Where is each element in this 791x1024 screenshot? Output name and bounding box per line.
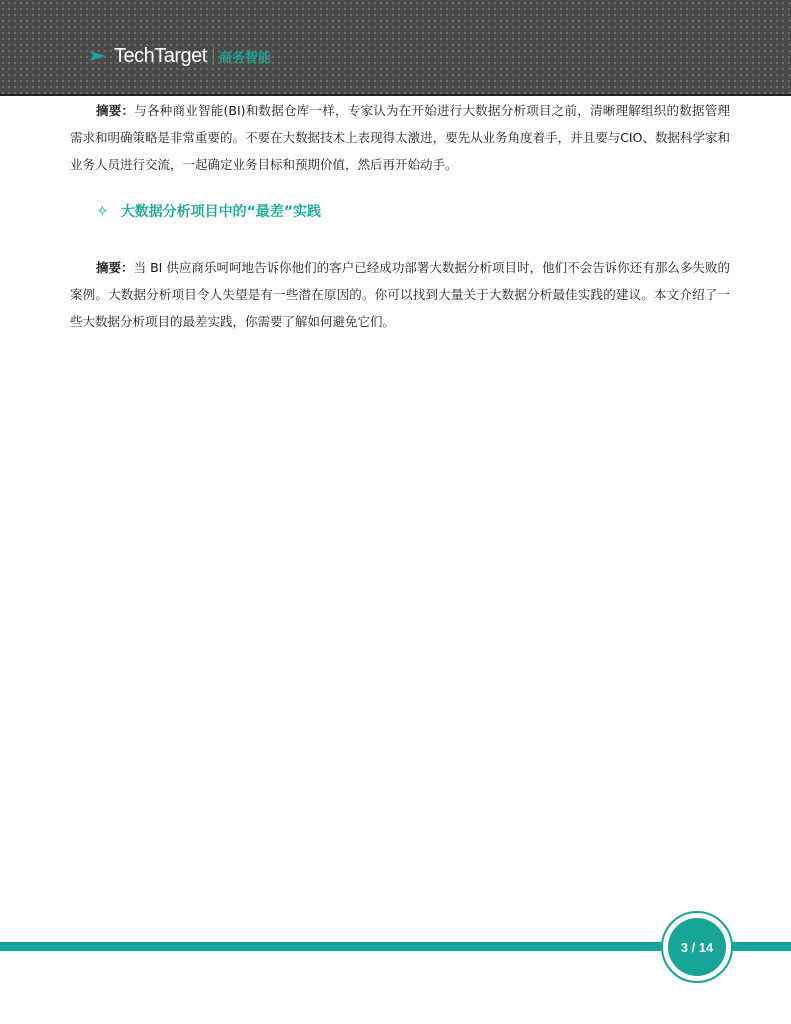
summary-paragraph-1 [70, 97, 730, 178]
sub-brand-name: 商务智能 [218, 50, 271, 66]
chevron-arrow-icon [88, 48, 108, 64]
page-header [0, 0, 791, 96]
section-heading-title: 大数据分析项目中的“最差”实践 [120, 204, 321, 220]
summary-paragraph-2 [70, 254, 730, 335]
sparkle-bullet-icon: ✧ [96, 202, 109, 220]
summary-label: 摘要： [96, 260, 134, 275]
brand-name: TechTarget [114, 44, 207, 67]
section-heading [96, 201, 321, 221]
summary-text: 与各种商业智能(BI)和数据仓库一样，专家认为在开始进行大数据分析项目之前，清晰理解组织的数据管理需求和明确策略是非常重要的。不要在大数据技术上表现得太激进，要先从业务角度着手，并且要与CIO、数据科学家和业务人员进行交流，一起确定业务目标和预期价值，然后再开始动手。 [70, 103, 730, 172]
page-number: 3 / 14 [668, 918, 726, 976]
logo-divider [213, 47, 214, 65]
techtarget-logo [88, 42, 271, 70]
summary-text: 当 BI 供应商乐呵呵地告诉你他们的客户已经成功部署大数据分析项目时，他们不会告诉你还有那么多失败的案例。大数据分析项目令人失望是有一些潜在原因的。你可以找到大量关于大数据分析最佳实践的建议。本文介绍了一些大数据分析项目的最差实践，你需要了解如何避免它们。 [70, 260, 730, 329]
summary-label: 摘要： [96, 103, 135, 118]
